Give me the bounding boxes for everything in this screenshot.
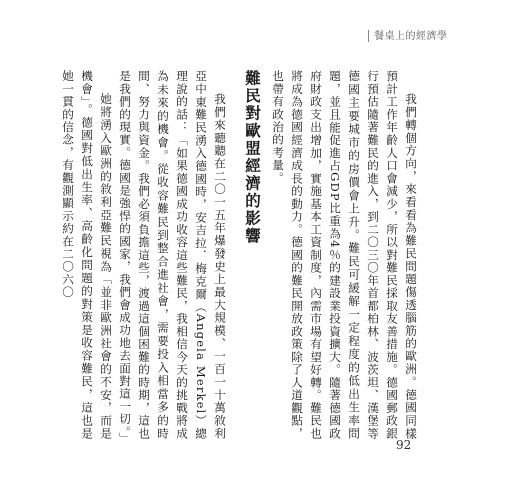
running-header-title: 餐桌上的經濟學 (374, 31, 448, 42)
section-heading: 難民對歐盟經濟的影響 (243, 70, 262, 245)
header-rule (368, 30, 369, 42)
paragraph-europe: 她將湧入歐洲的敘利亞難民視為「並非歐洲社會的不安，而是機會」。德國對低出生率、高齡化問題的對策是收容難民，這也是她一貫的信念，有觀測顯示約在二〇六〇 (61, 70, 113, 440)
page-number: 92 (396, 438, 412, 452)
paragraph-merkel-quote: 我們來聽聽在二〇一五年爆發史上最大規模、一百一十萬敘利亞中東難民湧入德國時，安吉拉．梅克爾（Angela Merkel）總理說的話：「如果德國成功收容這些難民，我相信今天的挑戰將成為未來的機會。從收容難民到整合進社會，需要投入相當多的時間、努力與資金。我們必須負擔這些，渡過這個困難的時期，這也是我們的現實。德國是強悍的國家，我們會成功地去面對這一切。」 (118, 70, 227, 446)
paragraph-opening: 我們轉個方向，來看看為難民問題傷透腦筋的歐洲。德國同樣預計工作年齡人口會減少，所以對難民採取友善措施。德國郵政銀行預估隨著難民的進入，到二〇三〇年首都柏林、波茨坦、漢堡等德國主要城市的房價會上升。難民可緩解一定程度的低出生率問題，並且能促進占GDP比重為4％的建設業投資擴大。隨著德國政府財政支出增加，實施基本工資制度，內需市場有望好轉。難民也將成為德國經濟成長的動力。德國的難民開放政策除了人道觀點，也帶有政治的考量。 (271, 70, 418, 440)
